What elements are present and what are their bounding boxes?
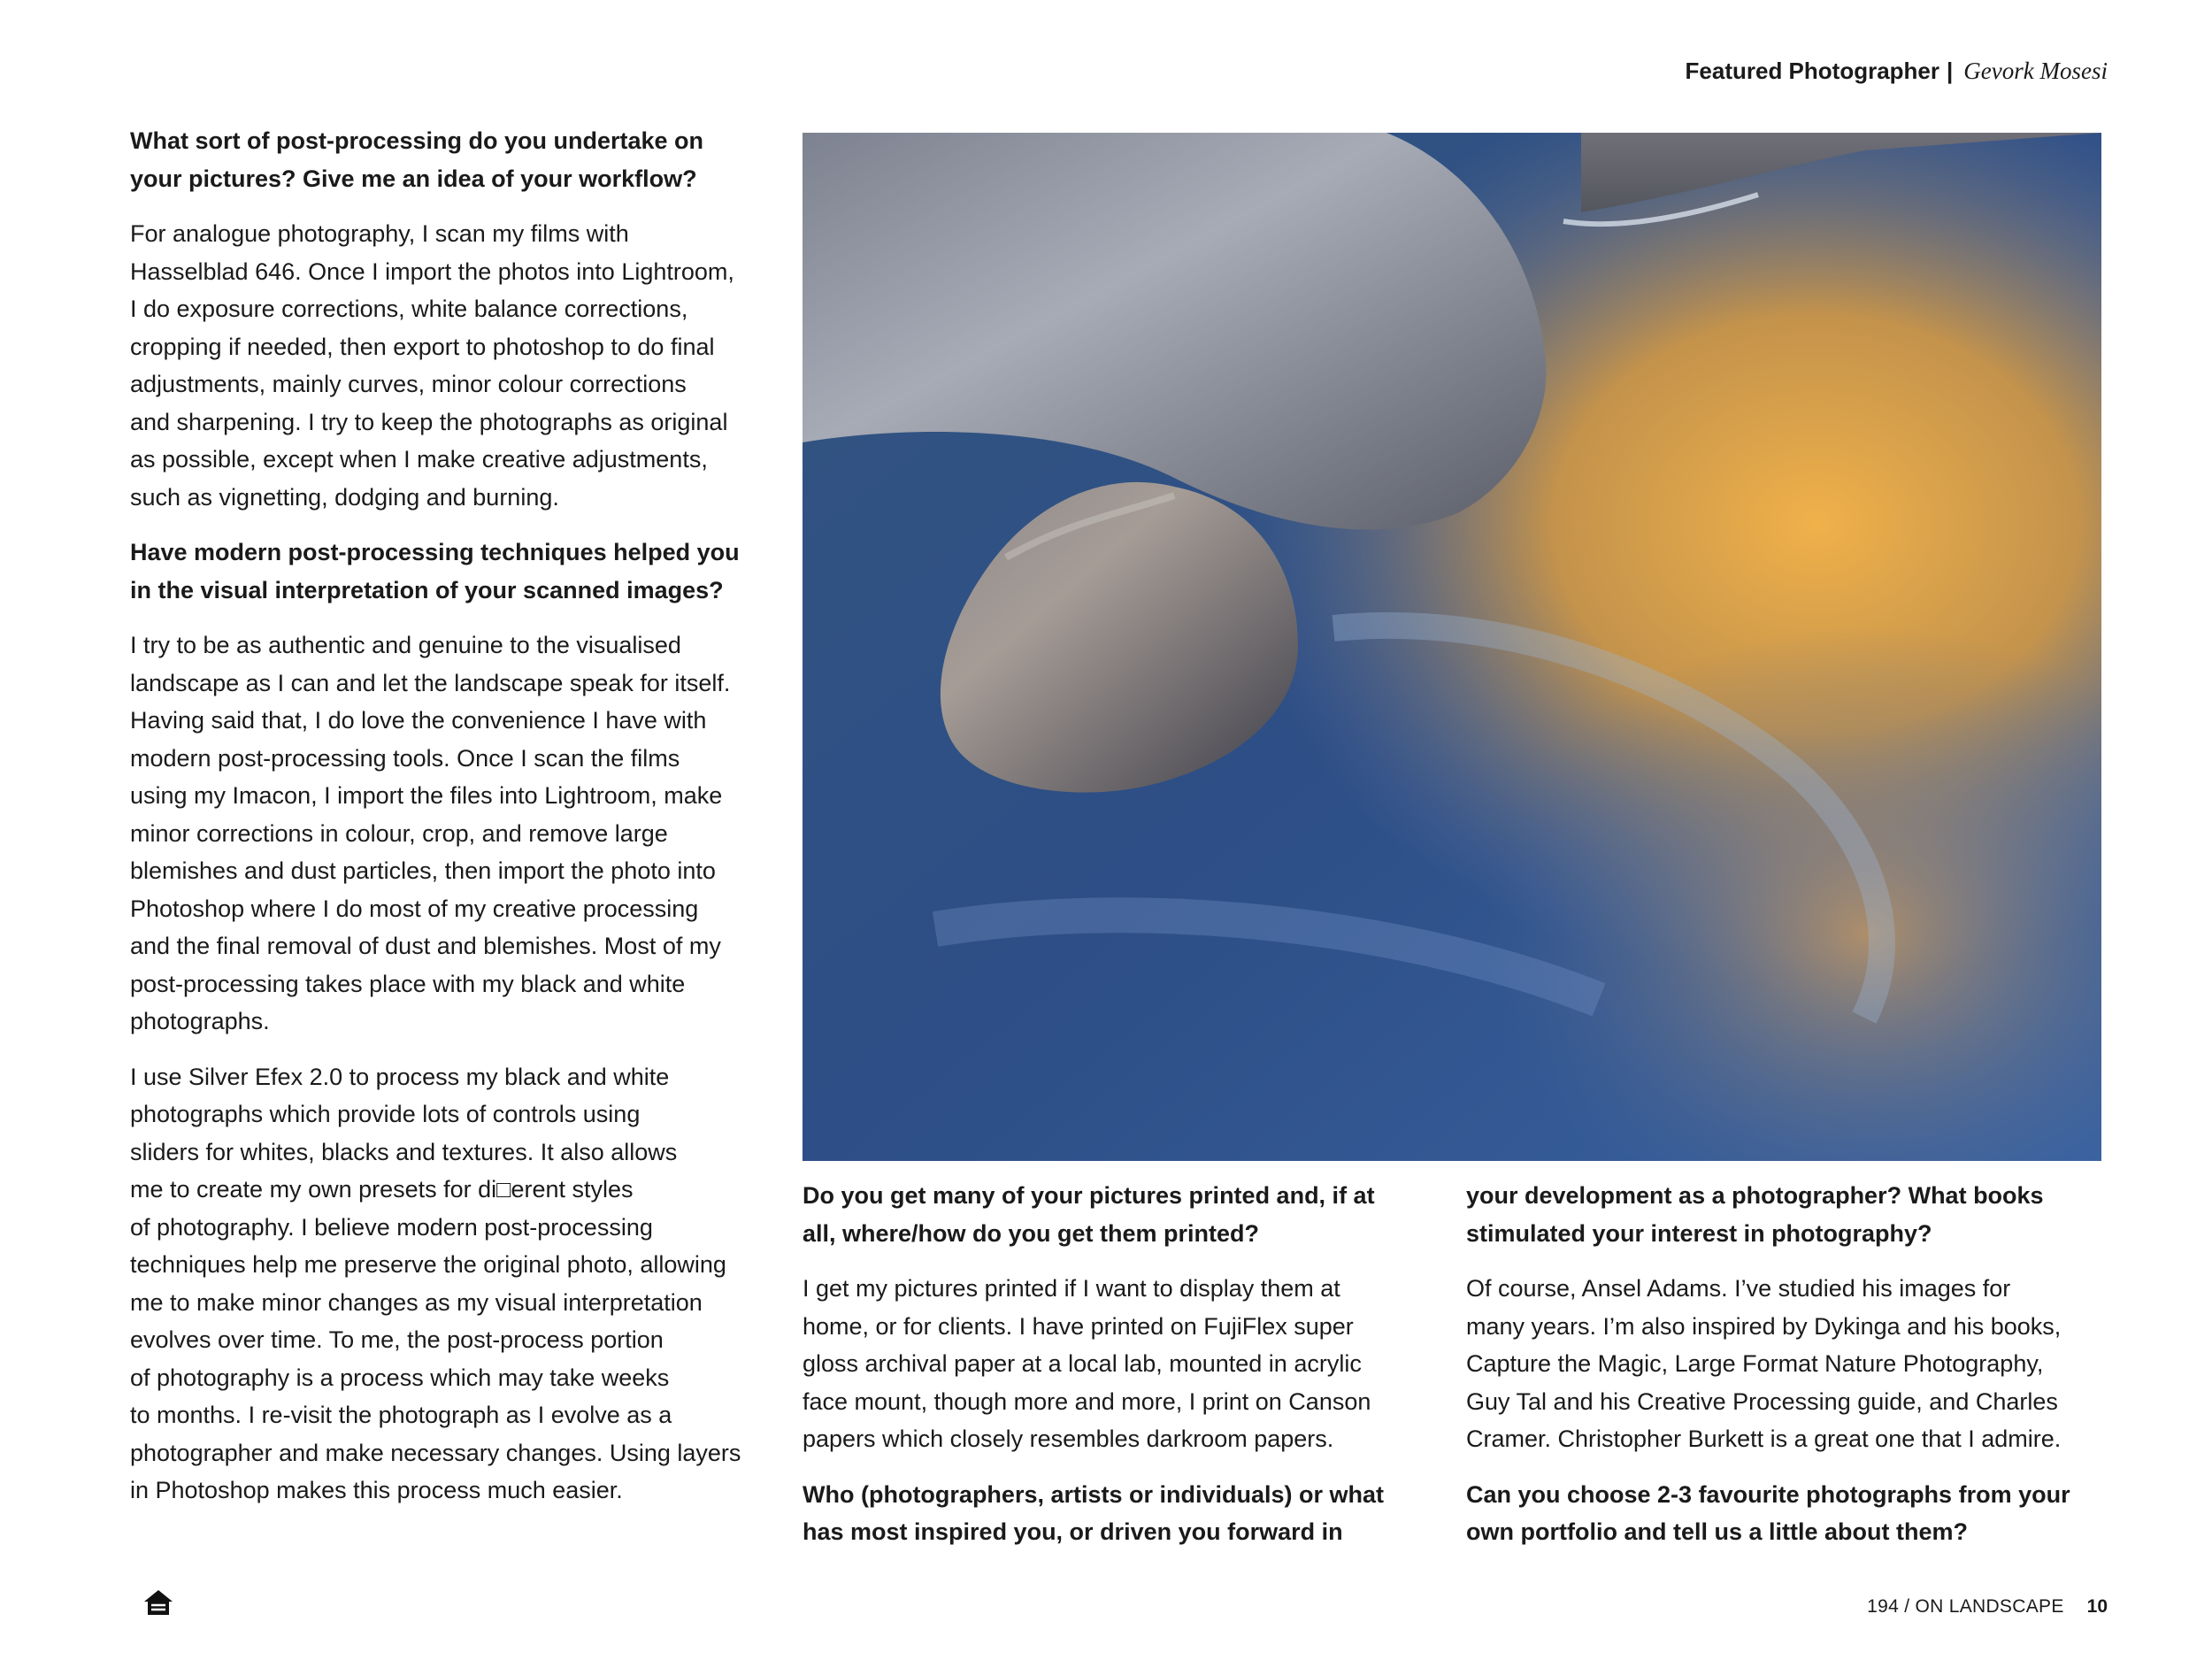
featured-photo-river-rocks xyxy=(803,133,2101,1161)
text-line: post-processing takes place with my black and white xyxy=(130,970,686,997)
text-line: your development as a photographer? What books xyxy=(1466,1182,2044,1209)
right-column xyxy=(1466,1177,2103,1569)
left-column xyxy=(130,122,789,1527)
page-number: 10 xyxy=(2086,1596,2108,1617)
text-line: What sort of post-processing do you undertake on xyxy=(130,127,704,154)
text-line: Who (photographers, artists or individuals) or what xyxy=(803,1480,1385,1508)
text-line: many years. I’m also inspired by Dykinga and his books, xyxy=(1466,1312,2062,1340)
answer-inspiration xyxy=(1466,1270,2103,1458)
header-section: Featured Photographer xyxy=(1685,58,1940,84)
text-line: gloss archival paper at a local lab, mounted in acrylic xyxy=(803,1350,1362,1377)
text-line: as possible, except when I make creative adjustments, xyxy=(130,446,708,473)
text-line: own portfolio and tell us a little about them? xyxy=(1466,1518,1968,1545)
text-line: Cramer. Christopher Burkett is a great one that I admire. xyxy=(1466,1426,2062,1452)
page-header xyxy=(1686,53,2108,88)
text-line: Can you choose 2-3 favourite photographs from your xyxy=(1466,1480,2070,1508)
text-line: sliders for whites, blacks and textures. It also allows xyxy=(130,1138,678,1165)
text-line: all, where/how do you get them printed? xyxy=(803,1219,1260,1247)
question-printing xyxy=(803,1177,1422,1252)
text-line: in the visual interpretation of your scanned images? xyxy=(130,576,724,603)
text-line: stimulated your interest in photography? xyxy=(1466,1219,1932,1247)
page-footer xyxy=(1867,1596,2108,1618)
home-icon[interactable] xyxy=(143,1589,173,1616)
text-line: face mount, though more and more, I print on Canson xyxy=(803,1387,1371,1415)
text-line: papers which closely resembles darkroom papers. xyxy=(803,1426,1334,1452)
text-line: cropping if needed, then export to photoshop to do final xyxy=(130,333,715,360)
text-line: photographer and make necessary changes. Using layers xyxy=(130,1439,741,1466)
question-post-processing xyxy=(130,122,789,197)
text-line: Do you get many of your pictures printed and, if at xyxy=(803,1182,1375,1209)
question-favourites xyxy=(1466,1476,2103,1551)
text-line: I get my pictures printed if I want to display them at xyxy=(803,1275,1340,1302)
text-line: your pictures? Give me an idea of your workflow? xyxy=(130,165,697,192)
answer-modern-techniques xyxy=(130,626,789,1041)
text-line: has most inspired you, or driven you forward in xyxy=(803,1518,1343,1545)
text-line: Photoshop where I do most of my creative processing xyxy=(130,895,699,922)
text-line: evolves over time. To me, the post-process portion xyxy=(130,1326,664,1353)
photo-illustration xyxy=(803,133,2101,1161)
text-line: in Photoshop makes this process much easier. xyxy=(130,1477,623,1503)
question-inspiration xyxy=(803,1476,1422,1551)
text-line: techniques help me preserve the original photo, allowing xyxy=(130,1251,726,1278)
text-line: I try to be as authentic and genuine to the visualised xyxy=(130,632,681,658)
text-line: Hasselblad 646. Once I import the photos into Lightroom, xyxy=(130,257,734,285)
text-line: of photography. I believe modern post-processing xyxy=(130,1213,653,1241)
text-line: me to make minor changes as my visual interpretation xyxy=(130,1288,703,1316)
text-line: minor corrections in colour, crop, and remove large xyxy=(130,819,668,847)
text-line: to months. I re-visit the photograph as I evolve as a xyxy=(130,1402,672,1428)
text-line: of photography is a process which may take weeks xyxy=(130,1364,670,1391)
question-modern-techniques xyxy=(130,534,789,609)
header-separator: | xyxy=(1947,58,1954,84)
answer-printing xyxy=(803,1270,1422,1458)
text-line: I use Silver Efex 2.0 to process my black and white xyxy=(130,1063,670,1090)
text-line: landscape as I can and let the landscape speak for itself. xyxy=(130,669,731,696)
text-line: Of course, Ansel Adams. I’ve studied his images for xyxy=(1466,1275,2011,1302)
text-line: and sharpening. I try to keep the photographs as original xyxy=(130,408,728,435)
footer-issue: 194 / ON LANDSCAPE xyxy=(1867,1596,2064,1617)
text-line: photographs which provide lots of controls using xyxy=(130,1101,641,1127)
middle-column xyxy=(803,1177,1422,1569)
text-line: modern post-processing tools. Once I scan the films xyxy=(130,744,680,772)
text-line: Capture the Magic, Large Format Nature Photography, xyxy=(1466,1350,2044,1377)
header-author: Gevork Mosesi xyxy=(1963,58,2108,84)
text-line: For analogue photography, I scan my films with xyxy=(130,220,629,247)
answer-silver-efex xyxy=(130,1058,789,1510)
text-line: photographs. xyxy=(130,1008,270,1034)
answer-post-processing xyxy=(130,215,789,516)
home-icon-graphic xyxy=(143,1589,173,1616)
question-inspiration-continued xyxy=(1466,1177,2103,1252)
text-line: Guy Tal and his Creative Processing guide, and Charles xyxy=(1466,1387,2058,1415)
text-line: me to create my own presets for di□erent styles xyxy=(130,1176,634,1203)
text-line: adjustments, mainly curves, minor colour corrections xyxy=(130,371,687,397)
text-line: Have modern post-processing techniques helped you xyxy=(130,539,740,565)
text-line: such as vignetting, dodging and burning. xyxy=(130,483,559,511)
text-line: and the final removal of dust and blemishes. Most of my xyxy=(130,933,721,959)
text-line: home, or for clients. I have printed on FujiFlex super xyxy=(803,1312,1354,1340)
text-line: Having said that, I do love the convenience I have with xyxy=(130,707,707,734)
text-line: blemishes and dust particles, then import the photo into xyxy=(130,857,716,884)
text-line: using my Imacon, I import the files into Lightroom, make xyxy=(130,782,723,809)
text-line: I do exposure corrections, white balance corrections, xyxy=(130,296,688,322)
